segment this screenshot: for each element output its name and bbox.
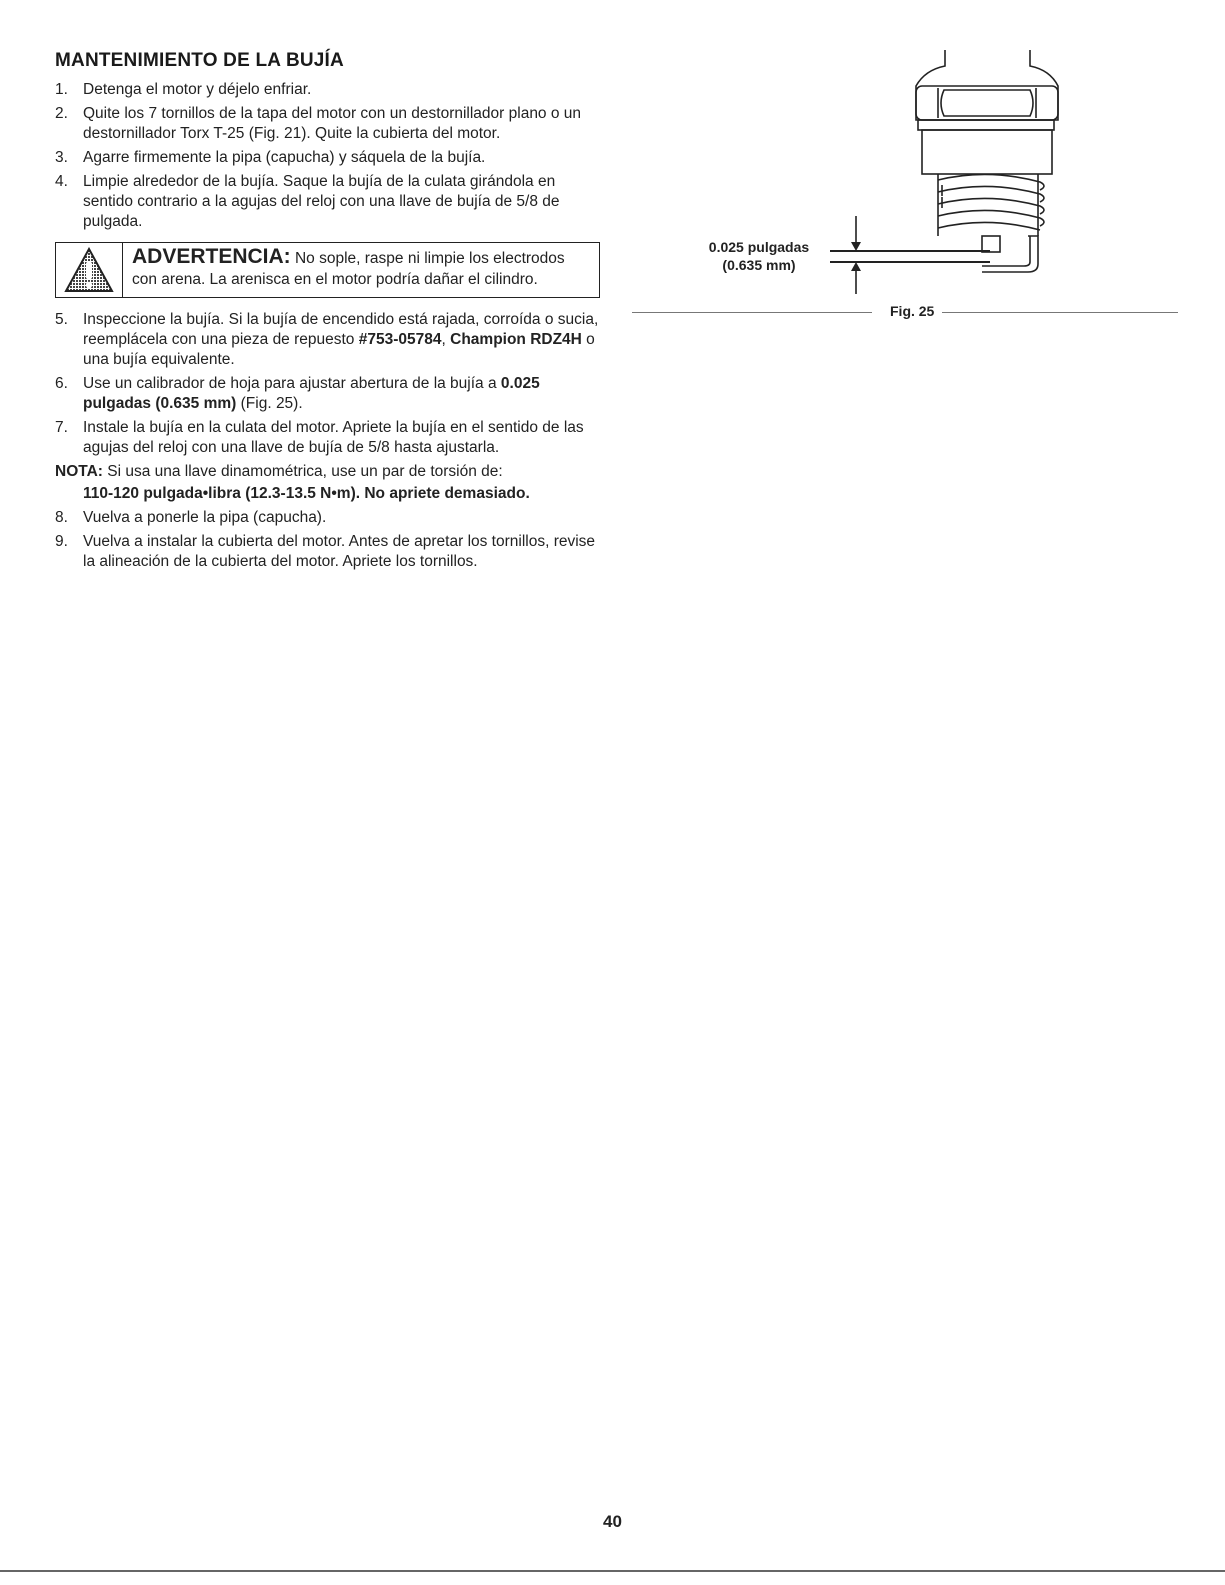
section-heading: MANTENIMIENTO DE LA BUJÍA	[55, 50, 344, 71]
warning-body: No sople, raspe ni limpie los electrodos con arena. La arenisca en el motor podría dañar el cilindro.	[132, 250, 565, 288]
note-text: Si usa una llave dinamométrica, use un par de torsión de:	[102, 463, 503, 480]
torque-value: 110-120 pulgada•libra (12.3-13.5 N•m). No apriete demasiado.	[83, 485, 530, 502]
step-3	[55, 148, 600, 168]
main-column	[55, 50, 600, 576]
gap-label	[684, 238, 834, 274]
step-text-end: (Fig. 25).	[236, 395, 303, 412]
step-2	[55, 104, 600, 144]
step-6	[55, 374, 600, 414]
step-number: 7.	[55, 419, 68, 436]
spark-plug-brand: Champion RDZ4H	[450, 331, 582, 348]
step-number: 5.	[55, 311, 68, 328]
step-text: Quite los 7 tornillos de la tapa del motor con un destornillador plano o un destornillador Torx T-25 (Fig. 21). Quite la cubierta del motor.	[83, 105, 582, 142]
part-number: #753-05784	[358, 331, 442, 348]
step-number: 6.	[55, 375, 68, 392]
step-text: Instale la bujía en la culata del motor. Apriete la bujía en el sentido de las agujas del reloj con una llave de bujía de 5/8 hasta ajustarla.	[83, 419, 584, 456]
step-text: Detenga el motor y déjelo enfriar.	[83, 81, 312, 98]
warning-title: ADVERTENCIA:	[132, 245, 291, 268]
step-8	[55, 508, 600, 528]
step-number: 8.	[55, 509, 68, 526]
note-label: NOTA:	[55, 463, 103, 480]
page-number: 40	[603, 1512, 622, 1531]
bottom-rule	[0, 1570, 1225, 1572]
warning-box	[55, 242, 600, 298]
step-text-end: o una bujía equivalente.	[83, 331, 595, 368]
gap-label-inches: 0.025 pulgadas	[708, 239, 810, 255]
step-1	[55, 80, 600, 100]
gap-spec: 0.025 pulgadas (0.635 mm)	[83, 375, 540, 412]
step-text: Inspeccione la bujía. Si la bujía de encendido está rajada, corroída o sucia, reemplácela con una pieza de repuesto	[83, 311, 599, 348]
step-number: 2.	[55, 105, 68, 122]
step-text: Limpie alrededor de la bujía. Saque la bujía de la culata girándola en sentido contrario a la agujas del reloj con una llave de bujía de 5/8 de pulgada.	[83, 173, 560, 230]
warning-text	[132, 246, 593, 290]
step-number: 1.	[55, 81, 68, 98]
step-number: 3.	[55, 149, 68, 166]
gap-label-mm: (0.635 mm)	[722, 257, 796, 273]
step-text: Vuelva a ponerle la pipa (capucha).	[83, 509, 327, 526]
step-text-separator: ,	[441, 331, 451, 348]
step-text: Vuelva a instalar la cubierta del motor. Antes de apretar los tornillos, revise la alineación de la cubierta del motor. Apriete los tornillos.	[83, 533, 596, 570]
step-7	[55, 418, 600, 458]
step-number: 9.	[55, 533, 68, 550]
step-9	[55, 532, 600, 572]
caption-rule-left	[632, 312, 872, 313]
step-text: Agarre firmemente la pipa (capucha) y sáquela de la bujía.	[83, 149, 486, 166]
step-text: Use un calibrador de hoja para ajustar abertura de la bujía a	[83, 375, 501, 392]
torque-spec	[83, 484, 600, 504]
caption-rule-right	[942, 312, 1178, 313]
figure-caption: Fig. 25	[890, 303, 935, 319]
step-4	[55, 172, 600, 232]
warning-icon-cell	[56, 243, 123, 297]
note	[55, 462, 600, 482]
step-5	[55, 310, 600, 370]
figure-caption-row	[632, 302, 1180, 322]
figure-25	[620, 40, 1180, 330]
warning-icon	[64, 247, 114, 293]
step-number: 4.	[55, 173, 68, 190]
